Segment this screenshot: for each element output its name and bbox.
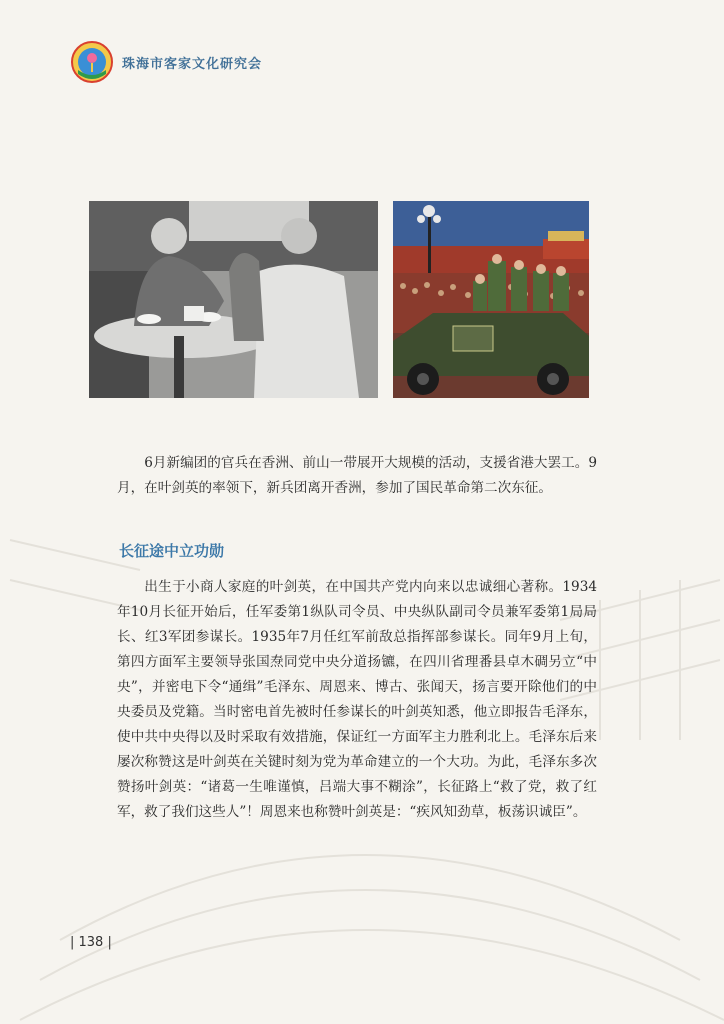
- photo-two-men-seated: [89, 201, 378, 398]
- page-header: [70, 40, 262, 84]
- paragraph-long-march: 出生于小商人家庭的叶剑英，在中国共产党内向来以忠诚细心著称。1934年10月长征开始后，任军委第1纵队司令员、中央纵队副司令员兼军委第1局局长、红3军团参谋长。1935年7月任红军前敌总指挥部参谋长。同年9月上旬，第四方面军主要领导张国焘同党中央分道扬镳，在四川省理番县卓木碉另立“中央”，并密电下令“通缉”毛泽东、周恩来、博古、张闻天，扬言要开除他们的中央委员及党籍。当时密电首先被时任参谋长的叶剑英知悉，他立即报告毛泽东，使中共中央得以及时采取有效措施，保证红一方面军主力胜利北上。毛泽东后来屡次称赞这是叶剑英在关键时刻为党为革命建立的一个大功。为此，毛泽东多次赞扬叶剑英：“诸葛一生唯谨慎，吕端大事不糊涂”，长征路上“救了党，救了红军，救了我们这些人”！周恩来也称赞叶剑英是：“疾风知劲草，板荡识诚臣”。: [117, 579, 597, 820]
- organization-name: 珠海市客家文化研究会: [122, 56, 263, 72]
- association-logo-icon: [70, 40, 114, 84]
- page-number: | 138 |: [70, 935, 112, 950]
- paragraph-hongkong-strike: 6月新编团的官兵在香洲、前山一带展开大规模的活动，支援省港大罢工。9月，在叶剑英的率领下，新兵团离开香洲，参加了国民革命第二次东征。: [117, 455, 597, 496]
- section-heading: 长征途中立功勋: [119, 542, 225, 560]
- photo-jeep-parade: [393, 201, 589, 398]
